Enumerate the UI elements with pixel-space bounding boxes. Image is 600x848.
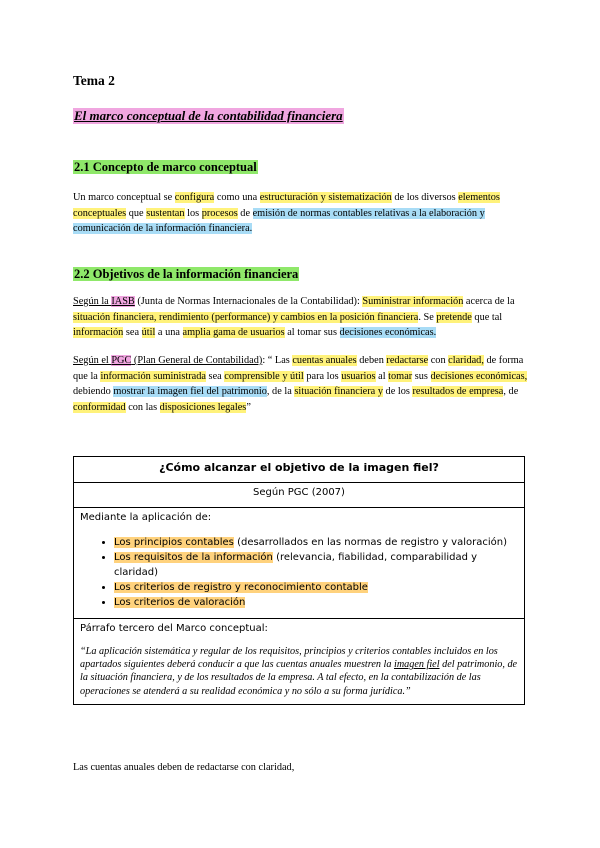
closing-line: Las cuentas anuales deben de redactarse con claridad,	[73, 762, 295, 773]
section-1-heading: 2.1 Concepto de marco conceptual	[74, 160, 257, 174]
topic-number: Tema 2	[73, 73, 115, 88]
framework-quote: “La aplicación sistemática y regular de los requisitos, principios y criterios contables incluidos en los apartados siguientes deberá conducir a que las cuentas anuales muestren la imagen fiel del patrimonio, de la situación financiera, y de los resultados de la empresa. A tal efecto, en la contabilización de las operaciones se atenderá a su realidad económica y no sólo a su forma jurídica.”	[80, 646, 518, 697]
pgc-paragraph: Según el PGC (Plan General de Contabilidad): “ Las cuentas anuales deben redactarse con claridad, de forma que la información suministrada sea comprensible y útil para los usuarios al tomar sus decisiones económicas, debiendo mostrar la imagen fiel del patrimonio, de la situación financiera y de los resultados de empresa, de conformidad con las disposiciones legales”	[73, 355, 528, 413]
box-title: ¿Cómo alcanzar el objetivo de la imagen fiel?	[74, 457, 525, 483]
image-fiel-box	[73, 456, 525, 705]
paragraph-heading: Párrafo tercero del Marco conceptual:	[80, 623, 268, 634]
box-quote-cell	[74, 619, 525, 705]
list-item: • Los criterios de valoración	[114, 595, 518, 610]
box-intro: Mediante la aplicación de:	[80, 512, 212, 523]
list-item: • Los requisitos de la información (relevancia, fiabilidad, comparabilidad y claridad)	[114, 550, 518, 580]
box-list-cell	[74, 508, 525, 619]
section-1-paragraph: Un marco conceptual se configura como una estructuración y sistematización de los diversos elementos conceptuales que sustentan los procesos de emisión de normas contables relativas a la elaboración y comunicación de la información financiera.	[73, 192, 500, 235]
iasb-paragraph: Según la IASB (Junta de Normas Internacionales de la Contabilidad): Suministrar información acerca de la situación financiera, rendimiento (performance) y cambios en la posición financiera. Se pretende que tal información sea útil a una amplia gama de usuarios al tomar sus decisiones económicas.	[73, 296, 515, 339]
chapter-title: El marco conceptual de la contabilidad financiera	[74, 108, 343, 123]
list-item: • Los criterios de registro y reconocimiento contable	[114, 580, 518, 595]
box-subtitle: Según PGC (2007)	[74, 483, 525, 508]
list-item: • Los principios contables (desarrollados en las normas de registro y valoración)	[114, 535, 518, 550]
criteria-list	[80, 535, 518, 610]
section-2-heading: 2.2 Objetivos de la información financiera	[74, 267, 299, 281]
